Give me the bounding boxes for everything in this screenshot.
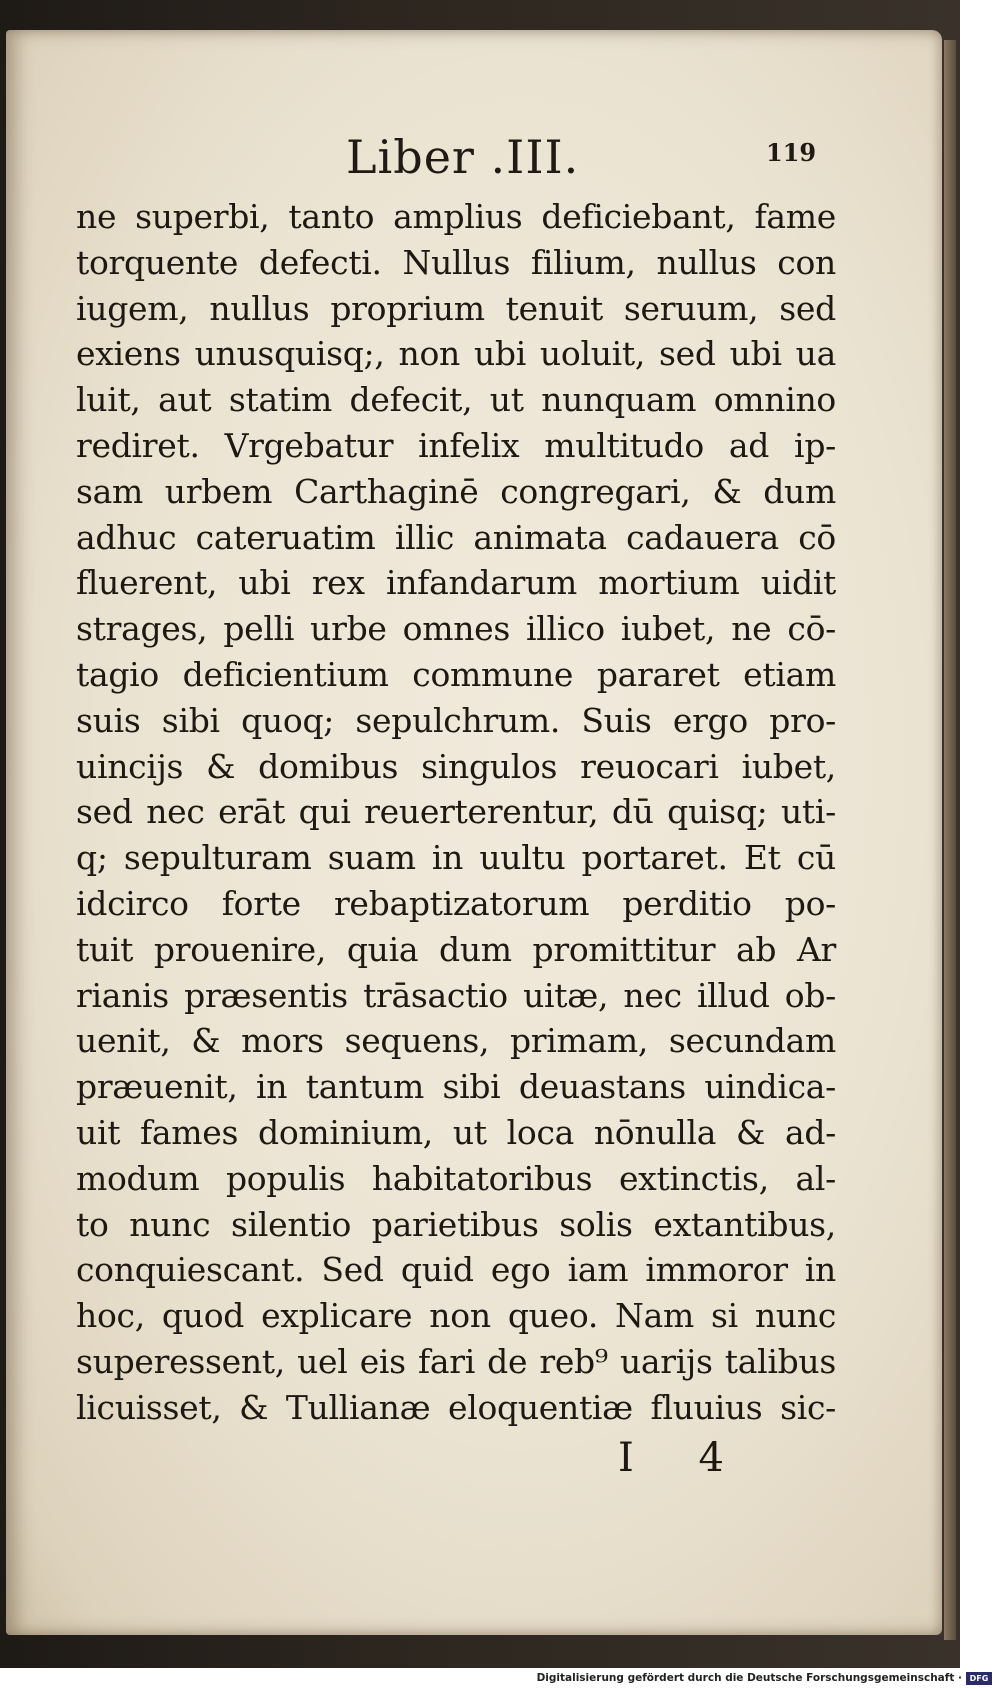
text-line: uit fames dominium, ut loca nōnulla & ad- bbox=[76, 1112, 836, 1152]
text-line: rianis præsentis trāsactio uitæ, nec illud ob- bbox=[76, 975, 836, 1015]
text-line: q; sepulturam suam in uultu portaret. Et cū bbox=[76, 838, 836, 878]
text-line: iugem, nullus proprium tenuit seruum, sed bbox=[76, 288, 836, 328]
text-line: tagio deficientium commune pararet etiam bbox=[76, 654, 836, 694]
text-line: tuit prouenire, quia dum promittitur ab Ar bbox=[76, 929, 836, 969]
text-line: exiens unusquisq;, non ubi uoluit, sed ubi ua bbox=[76, 334, 836, 374]
text-line: ne superbi, tanto amplius deficiebant, fame bbox=[76, 197, 836, 236]
text-line: uincijs & domibus singulos reuocari iubet, bbox=[76, 746, 836, 786]
text-line: torquente defecti. Nullus filium, nullus con bbox=[76, 242, 836, 282]
page-edge bbox=[944, 40, 956, 1640]
text-line: luit, aut statim defecit, ut nunquam omnino bbox=[76, 380, 836, 420]
funding-credit: Digitalisierung gefördert durch die Deutsche Forschungsgemeinschaft · bbox=[536, 1672, 962, 1684]
text-line: sed nec erāt qui reuerterentur, dū quisq; uti- bbox=[76, 792, 836, 832]
text-line: adhuc cateruatim illic animata cadauera cō bbox=[76, 517, 836, 557]
signature-mark: I 4 bbox=[618, 1435, 750, 1481]
dfg-logo-icon: DFG bbox=[966, 1672, 992, 1685]
text-line: idcirco forte rebaptizatorum perditio po- bbox=[76, 883, 836, 923]
folio-number: 119 bbox=[766, 138, 817, 167]
running-head: Liber .III. bbox=[346, 130, 580, 184]
text-line: hoc, quod explicare non queo. Nam si nunc bbox=[76, 1296, 836, 1336]
body-text bbox=[76, 194, 836, 1431]
text-line: sam urbem Carthaginē congregari, & dum bbox=[76, 471, 836, 511]
text-line: superessent, uel eis fari de reb⁹ uarijs talibus bbox=[76, 1341, 836, 1381]
text-line: præuenit, in tantum sibi deuastans uindica- bbox=[76, 1067, 836, 1107]
text-line: rediret. Vrgebatur infelix multitudo ad ip- bbox=[76, 425, 836, 465]
text-line: licuisset, & Tullianæ eloquentiæ fluuius sic- bbox=[76, 1387, 836, 1427]
text-line: conquiescant. Sed quid ego iam immoror in bbox=[76, 1250, 836, 1290]
text-line: modum populis habitatoribus extinctis, al- bbox=[76, 1158, 836, 1198]
page-header bbox=[6, 130, 942, 190]
text-line: suis sibi quoq; sepulchrum. Suis ergo pro- bbox=[76, 700, 836, 740]
text-line: to nunc silentio parietibus solis extantibus, bbox=[76, 1204, 836, 1244]
book-page bbox=[6, 30, 942, 1635]
digitization-footer bbox=[0, 1670, 1000, 1689]
text-line: fluerent, ubi rex infandarum mortium uidit bbox=[76, 563, 836, 603]
text-line: strages, pelli urbe omnes illico iubet, ne cō- bbox=[76, 609, 836, 649]
text-line: uenit, & mors sequens, primam, secundam bbox=[76, 1021, 836, 1061]
